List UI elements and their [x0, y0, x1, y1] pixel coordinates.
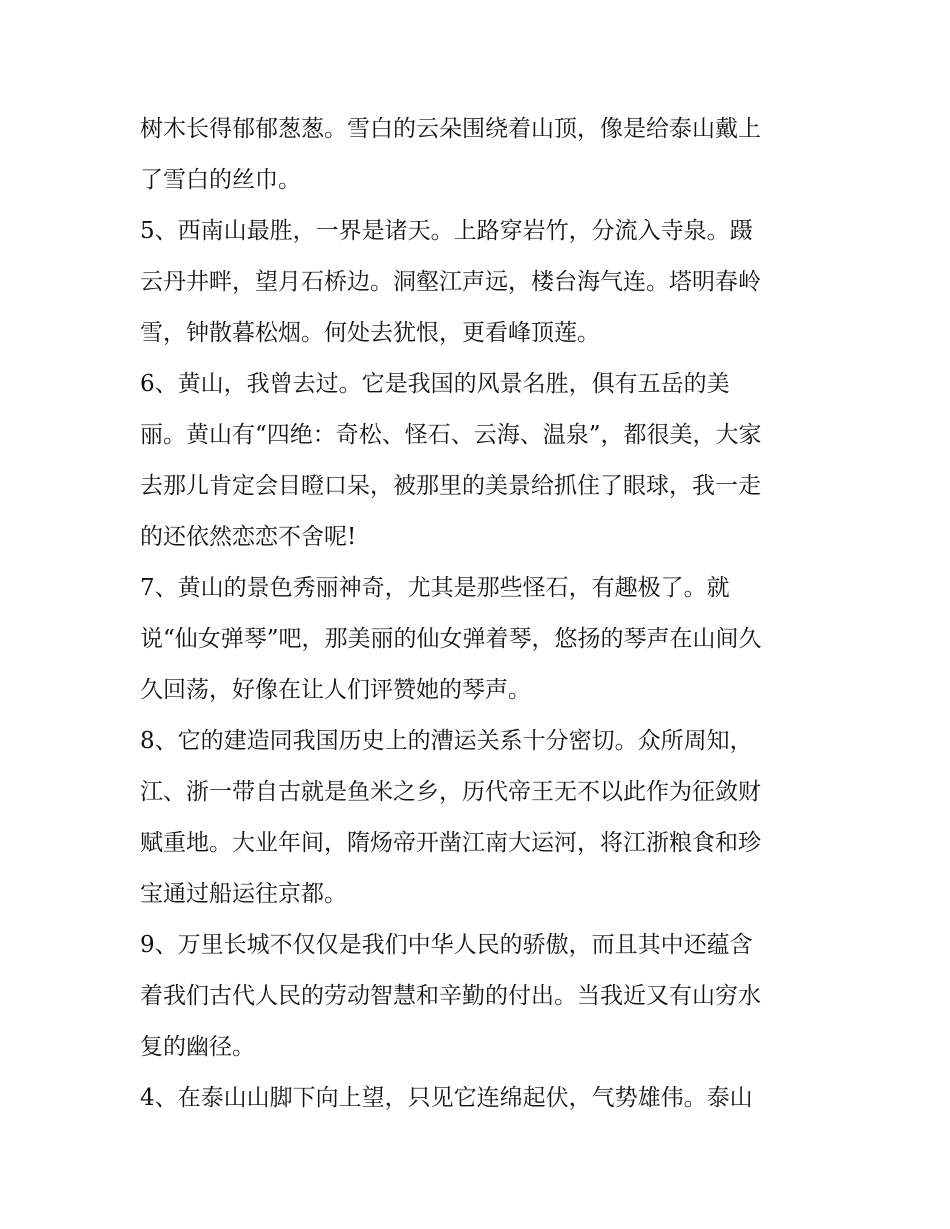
text-line: 宝通过船运往京都。 — [140, 881, 347, 907]
text-line: 复的幽径。 — [140, 1034, 255, 1060]
text-line: 了雪白的丝巾。 — [140, 167, 301, 193]
text-line: 着我们古代人民的劳动智慧和辛勤的付出。当我近又有山穷水 — [140, 983, 761, 1009]
text-line: 赋重地。大业年间，隋炀帝开凿江南大运河，将江浙粮食和珍 — [140, 830, 761, 856]
text-line: 4、在泰山山脚下向上望，只见它连绵起伏，气势雄伟。泰山 — [140, 1085, 753, 1111]
text-line: 雪，钟散暮松烟。何处去犹恨，更看峰顶莲。 — [140, 320, 600, 346]
text-line: 去那儿肯定会目瞪口呆，被那里的美景给抓住了眼球，我一走 — [140, 473, 761, 499]
text-line: 说“仙女弹琴”吧，那美丽的仙女弹着琴，悠扬的琴声在山间久 — [140, 626, 762, 652]
text-line: 6、黄山，我曾去过。它是我国的风景名胜，俱有五岳的美 — [140, 371, 730, 397]
text-line: 云丹井畔，望月石桥边。洞壑江声远，楼台海气连。塔明春岭 — [140, 269, 761, 295]
text-line: 5、西南山最胜，一界是诸天。上路穿岩竹，分流入寺泉。蹑 — [140, 218, 753, 244]
text-line: 丽。黄山有“四绝：奇松、怪石、云海、温泉”，都很美，大家 — [140, 422, 762, 448]
text-line: 久回荡，好像在让人们评赞她的琴声。 — [140, 677, 531, 703]
text-line: 8、它的建造同我国历史上的漕运关系十分密切。众所周知， — [140, 728, 753, 754]
text-line: 的还依然恋恋不舍呢! — [140, 524, 357, 550]
text-line: 7、黄山的景色秀丽神奇，尤其是那些怪石，有趣极了。就 — [140, 575, 730, 601]
text-line: 9、万里长城不仅仅是我们中华人民的骄傲，而且其中还蕴含 — [140, 932, 753, 958]
document-body — [140, 104, 820, 1124]
text-line: 江、浙一带自古就是鱼米之乡，历代帝王无不以此作为征敛财 — [140, 779, 761, 805]
text-line: 树木长得郁郁葱葱。雪白的云朵围绕着山顶，像是给泰山戴上 — [140, 116, 761, 142]
